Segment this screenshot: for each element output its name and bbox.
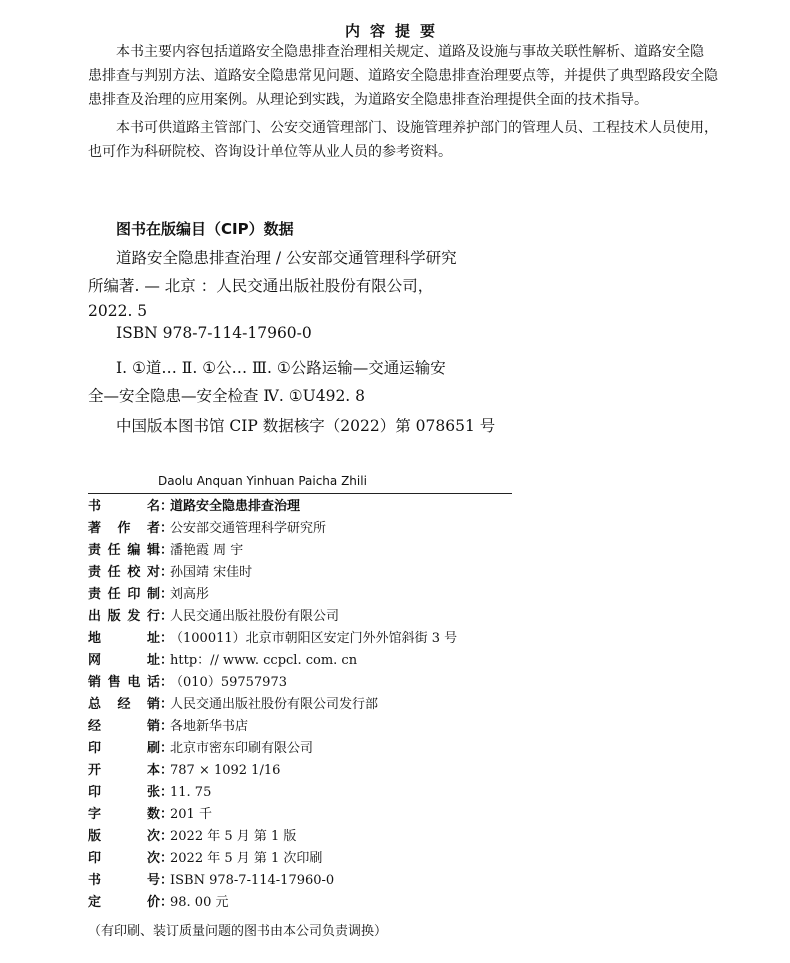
detail-value: http：// www. ccpcl. com. cn	[170, 653, 358, 668]
detail-label: 版次	[88, 829, 160, 844]
detail-row-word-count: 字数：201 千	[88, 804, 212, 826]
detail-label: 定价	[88, 895, 160, 910]
detail-row-proofreader: 责任校对：孙国靖 宋佳时	[88, 562, 252, 584]
summary-paragraph-2-line-2: 也可作为科研院校、咨询设计单位等从业人员的参考资料。	[88, 144, 452, 160]
detail-label: 责任编辑	[88, 543, 160, 558]
detail-value: 北京市密东印刷有限公司	[170, 741, 314, 756]
detail-value: 人民交通出版社股份有限公司发行部	[170, 697, 379, 712]
detail-label: 开本	[88, 763, 160, 778]
detail-value: 98. 00 元	[170, 895, 229, 910]
cip-line-3: 2022. 5	[88, 302, 148, 320]
detail-label: 总经销	[88, 697, 160, 712]
detail-row-print-manager: 责任印制：刘高彤	[88, 584, 209, 606]
detail-row-sales-phone: 销售电话：（010）59757973	[88, 672, 287, 694]
cip-line-5: Ⅰ. ①道… Ⅱ. ①公… Ⅲ. ①公路运输—交通运输安	[116, 359, 446, 377]
quality-note: （有印刷、装订质量问题的图书由本公司负责调换）	[88, 924, 388, 939]
detail-value: 787 × 1092 1/16	[170, 763, 281, 778]
detail-label: 经销	[88, 719, 160, 734]
detail-value: 潘艳霞 周 宇	[170, 543, 244, 558]
title-pinyin: Daolu Anquan Yinhuan Paicha Zhili	[158, 474, 367, 488]
detail-row-publisher: 出版发行：人民交通出版社股份有限公司	[88, 606, 339, 628]
detail-value: 道路安全隐患排查治理	[170, 499, 301, 514]
detail-label: 书号	[88, 873, 160, 888]
detail-label: 网址	[88, 653, 160, 668]
detail-value: ISBN 978-7-114-17960-0	[170, 873, 335, 888]
cip-line-6: 全—安全隐患—安全检查 Ⅳ. ①U492. 8	[88, 387, 366, 405]
detail-row-printer: 印刷：北京市密东印刷有限公司	[88, 738, 313, 760]
cip-line-1: 道路安全隐患排查治理 / 公安部交通管理科学研究	[116, 249, 457, 267]
summary-paragraph-1-line-1: 本书主要内容包括道路安全隐患排查治理相关规定、道路及设施与事故关联性解析、道路安全隐	[116, 44, 704, 60]
detail-value: 公安部交通管理科学研究所	[170, 521, 327, 536]
detail-value: 2022 年 5 月 第 1 次印刷	[170, 851, 323, 866]
detail-label: 责任校对	[88, 565, 160, 580]
detail-value: 各地新华书店	[170, 719, 249, 734]
detail-row-isbn: 书号：ISBN 978-7-114-17960-0	[88, 870, 334, 892]
detail-label: 字数	[88, 807, 160, 822]
detail-label: 责任印制	[88, 587, 160, 602]
detail-row-price: 定价：98. 00 元	[88, 892, 228, 914]
detail-label: 地址	[88, 631, 160, 646]
detail-value: （010）59757973	[170, 675, 287, 690]
detail-value: （100011）北京市朝阳区安定门外外馆斜街 3 号	[170, 631, 458, 646]
detail-value: 2022 年 5 月 第 1 版	[170, 829, 297, 844]
detail-row-title: 书名：道路安全隐患排查治理	[88, 496, 300, 518]
summary-paragraph-1-line-3: 患排查及治理的应用案例。从理论到实践，为道路安全隐患排查治理提供全面的技术指导。	[88, 92, 648, 108]
detail-value: 刘高彤	[170, 587, 210, 602]
summary-paragraph-2-line-1: 本书可供道路主管部门、公安交通管理部门、设施管理养护部门的管理人员、工程技术人员使用，	[116, 120, 718, 136]
detail-label: 著作者	[88, 521, 160, 536]
detail-label: 书名	[88, 499, 160, 514]
detail-row-seller: 经销：各地新华书店	[88, 716, 248, 738]
detail-row-edition: 版次：2022 年 5 月 第 1 版	[88, 826, 296, 848]
detail-row-distributor: 总经销：人民交通出版社股份有限公司发行部	[88, 694, 378, 716]
summary-title: 内容提要	[344, 22, 445, 40]
detail-label: 印次	[88, 851, 160, 866]
detail-row-website: 网址：http：// www. ccpcl. com. cn	[88, 650, 357, 672]
detail-label: 出版发行	[88, 609, 160, 624]
detail-value: 201 千	[170, 807, 212, 822]
cip-line-4: ISBN 978-7-114-17960-0	[116, 324, 312, 342]
detail-label: 印张	[88, 785, 160, 800]
cip-line-2: 所编著. — 北京 ：人民交通出版社股份有限公司，	[88, 277, 434, 295]
detail-label: 销售电话	[88, 675, 160, 690]
detail-label: 印刷	[88, 741, 160, 756]
detail-value: 人民交通出版社股份有限公司	[170, 609, 340, 624]
detail-row-sheets: 印张：11. 75	[88, 782, 211, 804]
cip-heading: 图书在版编目（CIP）数据	[116, 220, 294, 238]
summary-paragraph-1-line-2: 患排查与判别方法、道路安全隐患常见问题、道路安全隐患排查治理要点等，并提供了典型路段安全隐	[88, 68, 718, 84]
detail-row-author: 著作者：公安部交通管理科学研究所	[88, 518, 326, 540]
detail-row-address: 地址：（100011）北京市朝阳区安定门外外馆斜街 3 号	[88, 628, 457, 650]
detail-row-editor: 责任编辑：潘艳霞 周 宇	[88, 540, 243, 562]
detail-row-impression: 印次：2022 年 5 月 第 1 次印刷	[88, 848, 322, 870]
detail-value: 11. 75	[170, 785, 212, 800]
detail-value: 孙国靖 宋佳时	[170, 565, 253, 580]
cip-line-7: 中国版本图书馆 CIP 数据核字（2022）第 078651 号	[116, 417, 496, 435]
divider-line	[88, 493, 512, 494]
detail-row-format: 开本：787 × 1092 1/16	[88, 760, 280, 782]
